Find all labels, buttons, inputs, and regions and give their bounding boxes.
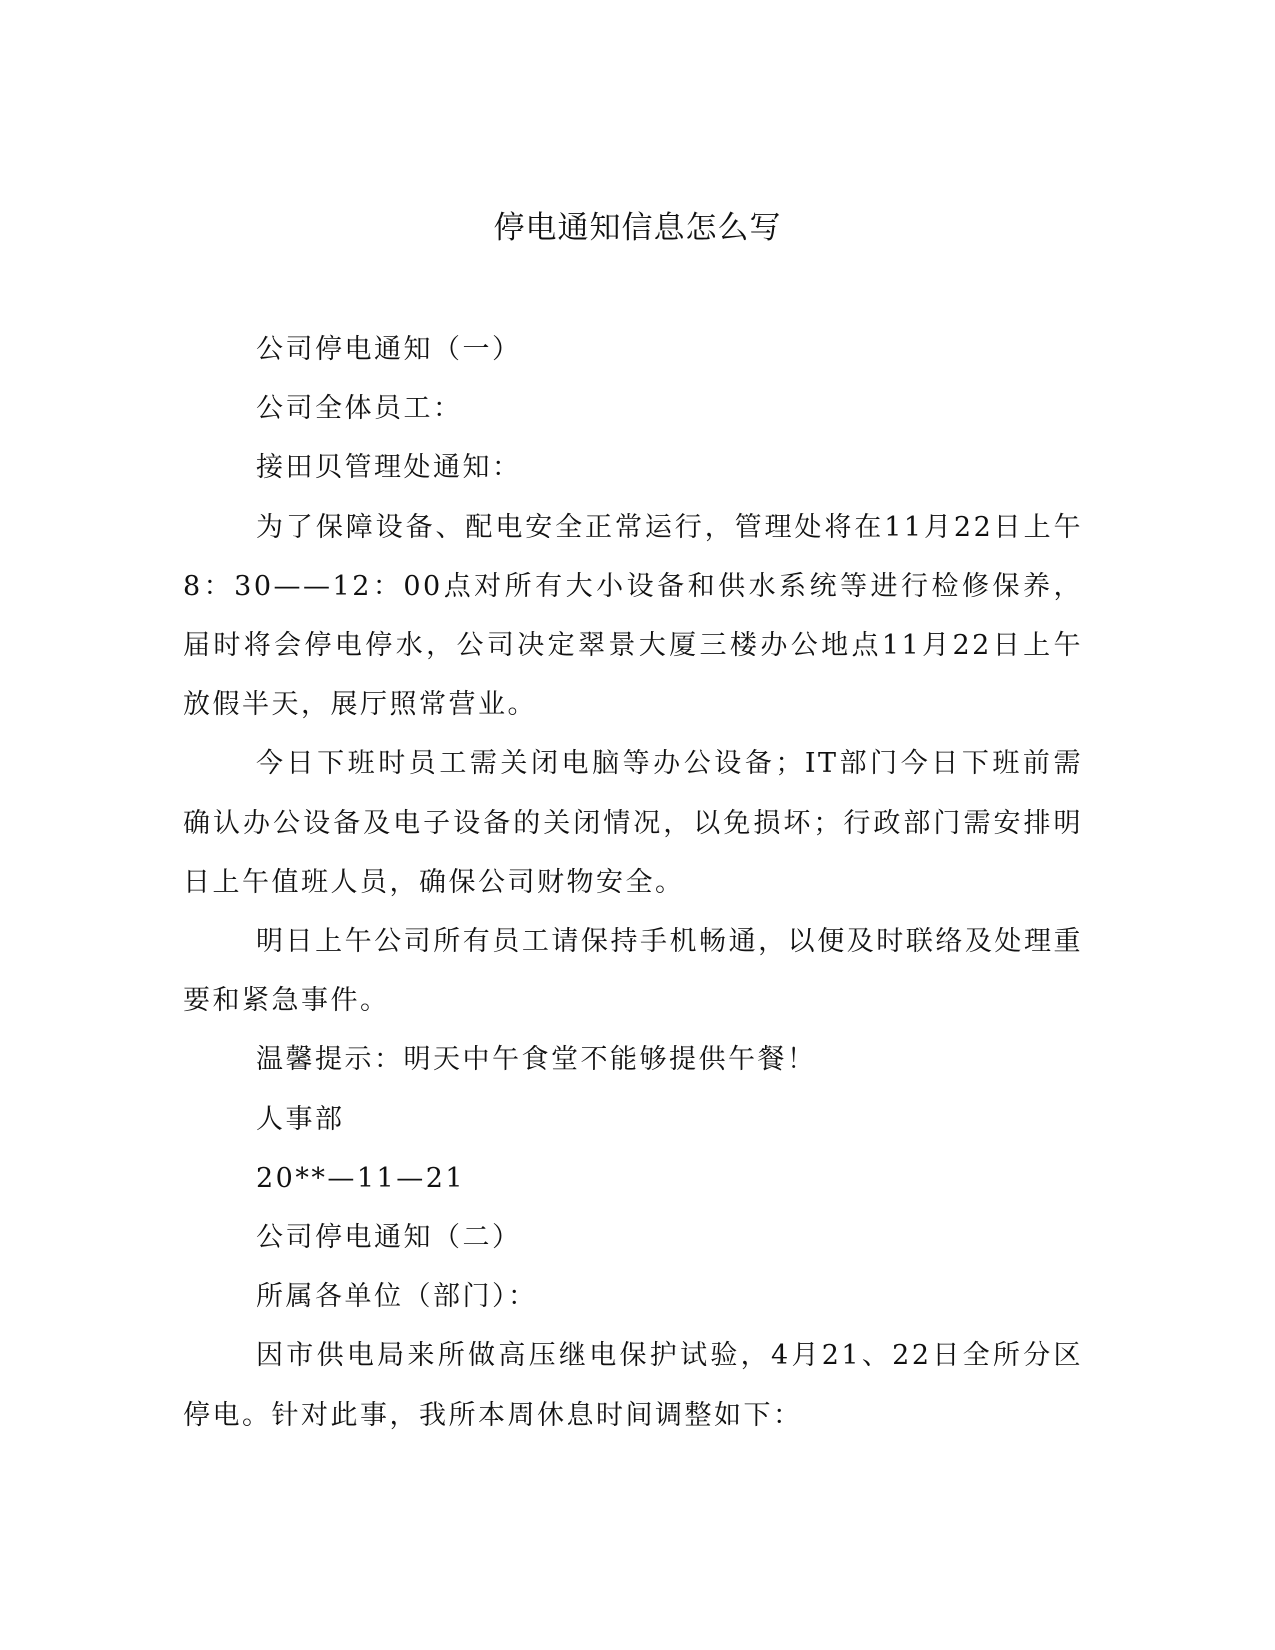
paragraph: 接田贝管理处通知：: [256, 452, 522, 484]
reminder: 温馨提示：明天中午食堂不能够提供午餐！: [256, 1044, 817, 1076]
paragraph: 因市供电局来所做高压继电保护试验，4月21、22日全所分区停电。针对此事，我所本周休息时间调整如下：: [183, 1340, 1083, 1431]
paragraph: 今日下班时员工需关闭电脑等办公设备；IT部门今日下班前需确认办公设备及电子设备的关闭情况，以免损坏；行政部门需安排明日上午值班人员，确保公司财物安全。: [183, 748, 1083, 898]
paragraph: 为了保障设备、配电安全正常运行，管理处将在11月22日上午8：30——12：00点对所有大小设备和供水系统等进行检修保养，届时将会停电停水，公司决定翠景大厦三楼办公地点11月22日上午放假半天，展厅照常营业。: [183, 511, 1083, 721]
notice-heading-2: 公司停电通知（二）: [256, 1222, 522, 1254]
signature-date: 20**—11—21: [256, 1162, 466, 1194]
salutation-1: 公司全体员工：: [256, 393, 463, 425]
page-title: 停电通知信息怎么写: [493, 210, 782, 246]
paragraph: 明日上午公司所有员工请保持手机畅通，以便及时联络及处理重要和紧急事件。: [183, 926, 1083, 1017]
document-body: [183, 320, 1083, 1445]
notice-heading-1: 公司停电通知（一）: [256, 334, 522, 365]
signature-department: 人事部: [256, 1103, 345, 1135]
salutation-2: 所属各单位（部门）：: [256, 1281, 538, 1313]
